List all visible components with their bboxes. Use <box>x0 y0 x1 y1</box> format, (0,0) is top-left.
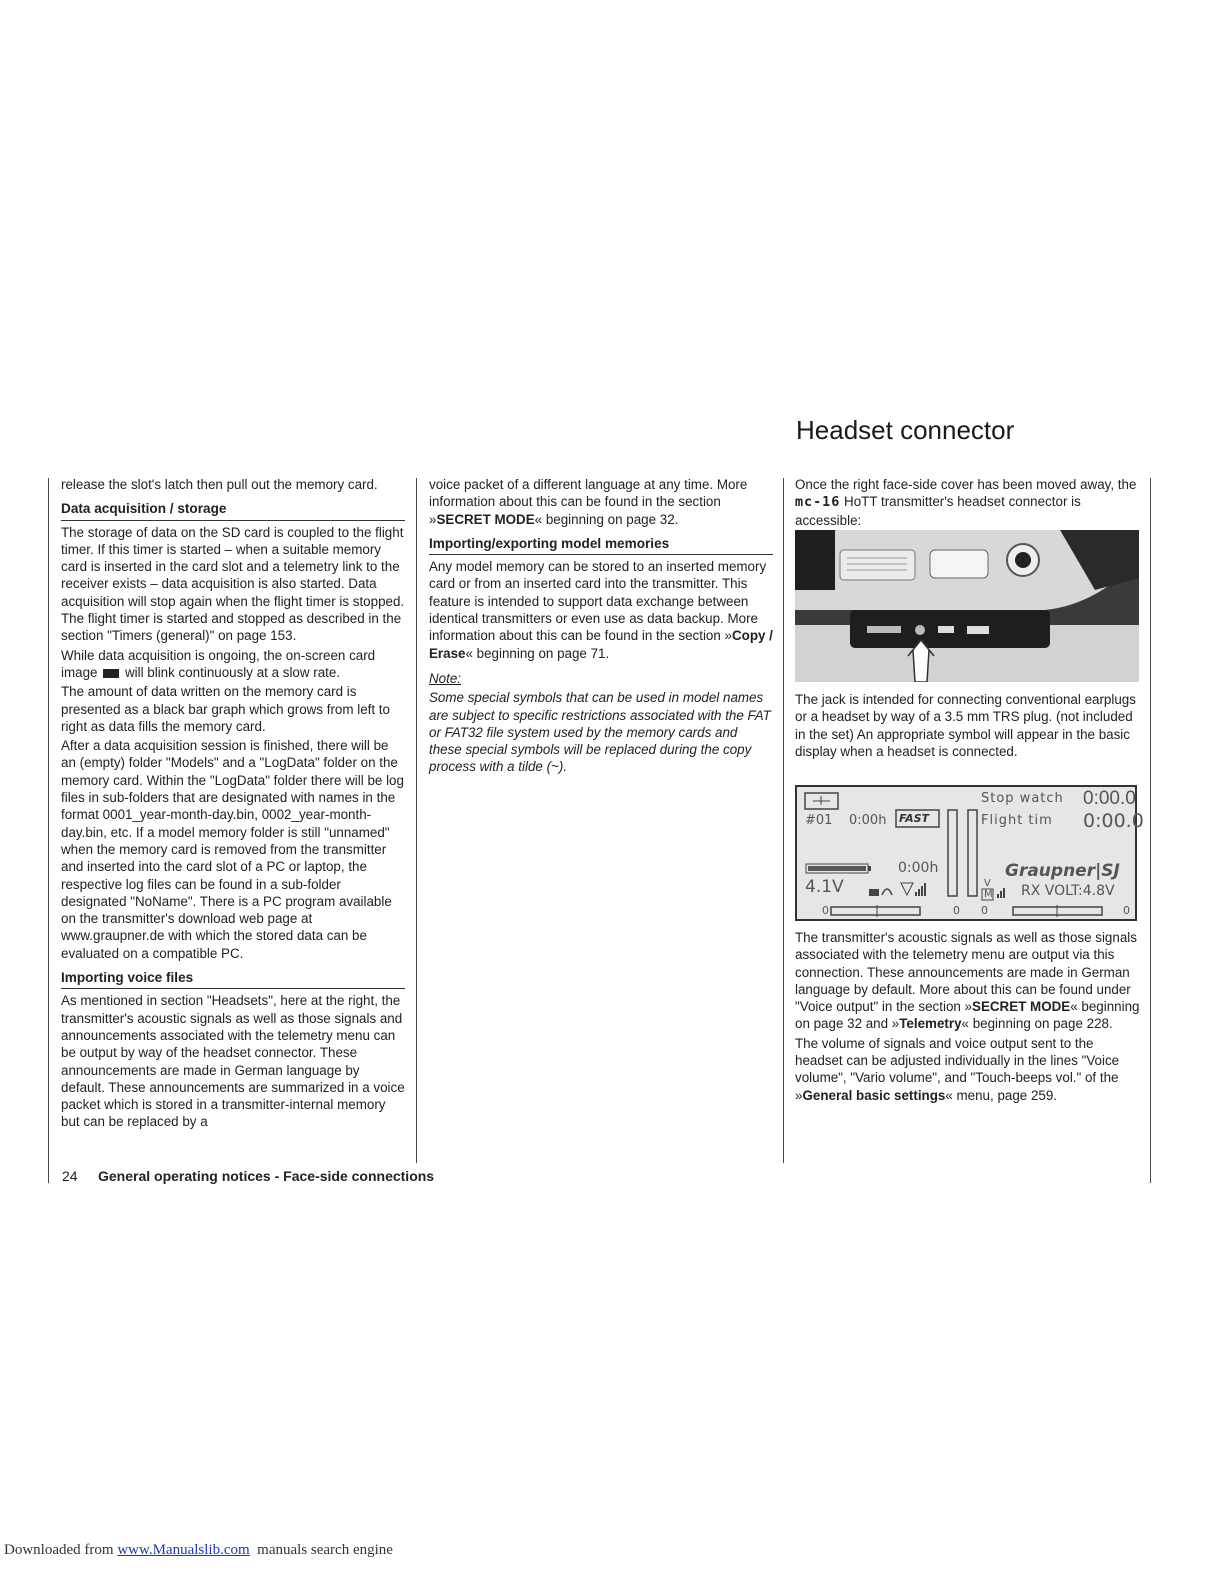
column-1 <box>61 476 405 1133</box>
paragraph: The amount of data written on the memory card is presented as a black bar graph which grows from left to right as data fills the memory card. <box>61 684 390 734</box>
general-settings-ref: General basic settings <box>802 1087 946 1103</box>
paragraph <box>795 929 1141 1033</box>
download-notice <box>4 1542 393 1559</box>
stopwatch-label: Stop watch <box>981 791 1064 806</box>
manualslib-link[interactable]: www.Manualslib.com <box>117 1542 250 1558</box>
paragraph: As mentioned in section "Headsets", here at the right, the transmitter's acoustic signals as well as those signals and announcements associated with the telemetry menu can be output by way of the headset connector. These announcements are made in German language by default. These announcements are summarized in a voice packet which is stored in a transmitter-internal memory but can be replaced by a <box>61 993 405 1130</box>
text: « menu, page 259. <box>945 1087 1058 1103</box>
subheading-data-acquisition: Data acquisition / storage <box>61 500 405 520</box>
text: The transmitter's acoustic signals as well as those signals associated with the telemetry menu are output via this connection. These announcements are made in German language by default. More about this can be found under "Voice output" in the section » <box>795 930 1137 1015</box>
subheading-importing-voice-files: Importing voice files <box>61 969 405 989</box>
column-3-bottom <box>795 929 1141 1106</box>
brand-logo: Graupner|SJ <box>1005 861 1120 881</box>
text: « beginning on page 228. <box>961 1016 1113 1032</box>
m-label: M <box>984 889 993 900</box>
text: « beginning on page 32. <box>534 511 679 527</box>
memory-card-icon <box>103 669 119 678</box>
text: will blink continuously at a slow rate. <box>124 664 341 680</box>
secret-mode-ref: SECRET MODE <box>972 999 1071 1015</box>
text: While data acquisition is ongoing, the on-screen card image <box>61 647 376 680</box>
section-title: Headset connector <box>796 415 1015 445</box>
paragraph: The jack is intended for connecting conventional earplugs or a headset by way of a 3.5 mm TRS plug. (not included in the set) An appropriate symbol will appear in the basic display when a headset is connected. <box>795 692 1136 759</box>
basic-display-screen <box>795 785 1144 921</box>
column-2 <box>429 476 773 778</box>
trim-zero: 0 <box>822 904 829 917</box>
column-rule-right <box>783 478 784 1163</box>
text: Once the right face-side cover has been moved away, the <box>795 477 1137 492</box>
paragraph <box>795 1035 1141 1104</box>
trim-zero: 0 <box>1123 904 1130 917</box>
text: Downloaded from <box>4 1542 118 1558</box>
text: « beginning on page 71. <box>465 645 610 661</box>
paragraph: After a data acquisition session is finished, there will be an (empty) folder "Models" and a "LogData" folder on the memory card. Within the "LogData" folder there will be log files in sub-folders that are designated with names in the format 0001_year-month-day.bin, 0002_year-month-day.bin, etc. If a model memory folder is still "unnamed" when the memory card is removed from the transmitter and inserted into the card slot of a PC or laptop, the respective log files can be found in a sub-folder designated "NoName". There is a PC program available on the transmitter's download web page at www.graupner.de with which the stored data can be evaluated on a compatible PC. <box>61 738 404 961</box>
flight-timer-value: 0:00.0 <box>1083 810 1144 832</box>
text: Any model memory can be stored to an inserted memory card or from an inserted card into the transmitter. This feature is intended to support data exchange between identical transmitters or even use as data backup. More information about this can be found in the section » <box>429 559 767 644</box>
text: General operating notices <box>98 1168 271 1184</box>
column-3-top <box>795 476 1141 531</box>
battery-voltage: 4.1V <box>805 877 844 897</box>
text: HoTT transmitter's headset connector is accessible: <box>795 494 1081 528</box>
transmitter-photo <box>795 530 1139 682</box>
text: The volume of signals and voice output sent to the headset can be adjusted individually in the lines "Voice volume", "Vario volume", and "Touch-beeps vol." of the » <box>795 1035 1120 1103</box>
text: - Face-side connections <box>270 1168 435 1184</box>
subheading-import-export: Importing/exporting model memories <box>429 535 773 555</box>
trim-zero: 0 <box>981 904 988 917</box>
model-number: #01 <box>805 813 833 828</box>
telemetry-ref: Telemetry <box>899 1016 962 1032</box>
copy-erase-ref: Copy / Erase <box>429 628 773 661</box>
rx-voltage: RX VOLT:4.8V <box>1021 883 1115 899</box>
flight-timer-label: Flight tim <box>981 813 1053 828</box>
v-label: V <box>984 878 991 889</box>
text: « beginning on page 32 and » <box>795 999 1140 1032</box>
stopwatch-value: 0:00.0 <box>1083 788 1136 809</box>
model-time: 0:00h <box>849 813 887 828</box>
paragraph: The storage of data on the SD card is coupled to the flight timer. If this timer is started – when a suitable memory card is inserted in the card slot and a telemetry link to the receiver exists – data acquisition is also started. Data acquisition will stop again when the flight timer is stopped. The flight timer is started and stopped as described in the section "Timers (general)" on page 153. <box>61 524 405 644</box>
model-name: mc-16 <box>795 495 841 511</box>
paragraph <box>429 558 773 662</box>
fast-badge: FAST <box>899 812 930 825</box>
note-text: Some special symbols that can be used in model names are subject to specific restrictions associated with the FAT or FAT32 file system used by the memory cards and these special symbols will be replaced during the copy process with a tilde (~). <box>429 690 771 775</box>
secret-mode-ref: SECRET MODE <box>436 511 535 527</box>
column-rule-left <box>48 478 49 1183</box>
column-3-middle <box>795 691 1141 762</box>
text: voice packet of a different language at any time. More information about this can be found in the section » <box>429 477 748 527</box>
column-rule-mid <box>416 478 417 1163</box>
note-label: Note: <box>429 670 462 686</box>
paragraph <box>795 476 1141 529</box>
timer-2: 0:00h <box>898 860 939 876</box>
text: manuals search engine <box>249 1542 393 1558</box>
footer-title <box>98 1168 434 1184</box>
page-number: 24 <box>62 1168 78 1184</box>
paragraph <box>429 476 773 528</box>
paragraph: release the slot's latch then pull out the memory card. <box>61 477 378 492</box>
column-rule-far-right <box>1150 478 1151 1183</box>
paragraph <box>61 647 405 682</box>
trim-zero: 0 <box>953 904 960 917</box>
